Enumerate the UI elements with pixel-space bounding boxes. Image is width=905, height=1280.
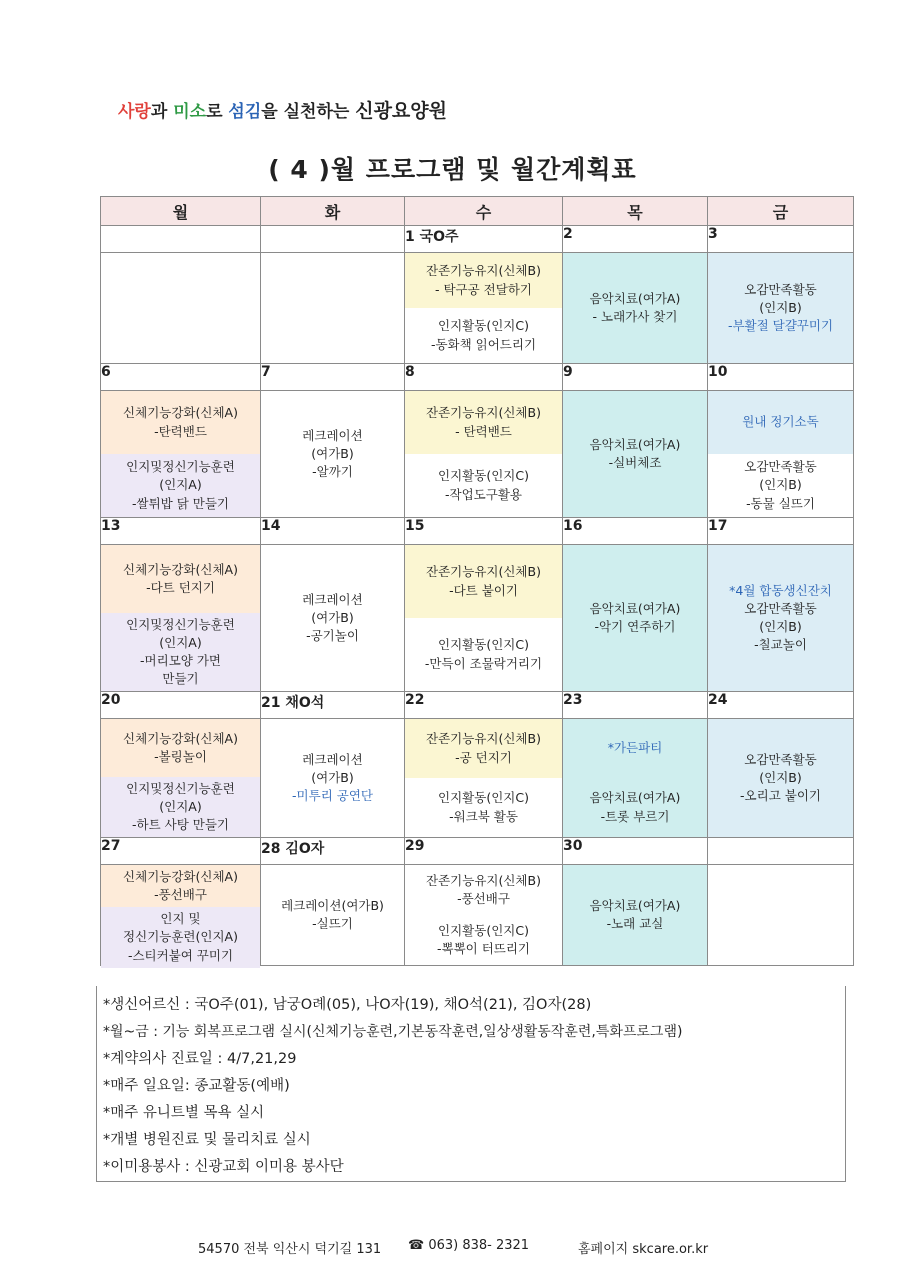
program-line: -칠교놀이 [754, 637, 807, 653]
date-cell [708, 226, 854, 253]
weekday-wed: 수 [405, 197, 563, 226]
date-label: 20 [101, 692, 121, 708]
program-row [101, 545, 854, 692]
page-title: ( 4 )월 프로그램 및 월간계획표 [268, 155, 637, 184]
program-line: 잔존기능유지(신체B) [426, 731, 541, 747]
date-row [101, 518, 854, 545]
program-line: 음악치료(여가A) [589, 290, 681, 306]
program-row [101, 391, 854, 518]
program-block [563, 865, 707, 965]
slogan-love: 사랑 [118, 102, 151, 122]
program-line: 인지및정신기능훈련 [126, 459, 235, 475]
date-cell [405, 226, 563, 253]
program-line: 인지활동(인지C) [438, 637, 529, 653]
date-cell [261, 518, 405, 545]
date-label: 6 [101, 364, 111, 380]
program-highlight: *가든파티 [607, 740, 663, 756]
weekday-header-row [101, 197, 854, 226]
weekday-thu: 목 [563, 197, 708, 226]
program-line: 오감만족활동 [744, 459, 817, 475]
program-cell [563, 545, 708, 692]
program-cell [708, 253, 854, 364]
program-line: 음악치료(여가A) [589, 600, 681, 616]
program-cell [708, 719, 854, 838]
program-line: 레크레이션 [302, 427, 363, 443]
date-label: 17 [708, 518, 728, 534]
program-block [101, 613, 260, 692]
program-block [405, 865, 562, 915]
program-row [101, 253, 854, 364]
program-block [708, 545, 853, 691]
program-block [261, 391, 404, 517]
date-label: 29 [405, 838, 425, 854]
date-cell [261, 364, 405, 391]
date-label: 10 [708, 364, 728, 380]
program-line: (여가B) [311, 609, 354, 625]
note-line: *개별 병원진료 및 물리치료 실시 [103, 1132, 311, 1148]
program-line: 인지활동(인지C) [438, 922, 529, 938]
program-line: 잔존기능유지(신체B) [426, 263, 541, 279]
date-cell [261, 838, 405, 865]
program-block [563, 391, 707, 517]
date-label: 3 [708, 226, 718, 242]
date-cell [563, 518, 708, 545]
program-line: -쌀튀밥 닭 만들기 [132, 495, 229, 511]
program-block [101, 907, 260, 967]
program-line: -악기 연주하기 [594, 619, 676, 634]
program-line: -볼링놀이 [154, 748, 207, 764]
date-cell [708, 838, 854, 865]
program-line: -공 던지기 [455, 749, 512, 765]
date-label: 22 [405, 692, 425, 708]
date-cell [563, 692, 708, 719]
program-line: -실버체조 [608, 455, 662, 470]
date-cell [261, 226, 405, 253]
date-cell [708, 518, 854, 545]
program-row [101, 865, 854, 966]
program-line: (인지B) [759, 619, 802, 634]
date-cell [405, 364, 563, 391]
program-block [101, 454, 260, 517]
program-line: 잔존기능유지(신체B) [426, 564, 541, 580]
program-line: 만들기 [162, 670, 199, 686]
note-line: *생신어르신 : 국O주(01), 남궁O례(05), 나O자(19), 채O석(21), 김O자(28) [103, 997, 592, 1013]
date-label: 16 [563, 518, 583, 534]
program-block [563, 545, 707, 691]
date-cell [101, 364, 261, 391]
program-line: -동화책 읽어드리기 [430, 336, 537, 352]
program-line: (여가B) [311, 445, 354, 461]
program-line: -노래 교실 [606, 916, 664, 931]
program-cell [261, 253, 405, 364]
date-label: 27 [101, 838, 121, 854]
program-line: -워크북 활동 [449, 808, 518, 824]
program-line: -풍선배구 [457, 891, 510, 906]
program-line: -오리고 붙이기 [740, 788, 821, 804]
date-cell [563, 226, 708, 253]
program-cell [101, 719, 261, 838]
note-line: *매주 유니트별 목욕 실시 [103, 1105, 265, 1121]
date-cell [101, 838, 261, 865]
note-line: *매주 일요일: 종교활동(예배) [103, 1078, 290, 1094]
note-line: *계약의사 진료일 : 4/7,21,29 [103, 1051, 297, 1067]
date-label: 21 채O석 [261, 695, 325, 711]
program-block [563, 719, 707, 778]
date-row [101, 226, 854, 253]
date-cell [405, 692, 563, 719]
weekday-tue: 화 [261, 197, 405, 226]
program-line: -작업도구활용 [445, 486, 522, 502]
program-cell [101, 545, 261, 692]
program-block [708, 391, 853, 454]
date-cell [563, 838, 708, 865]
program-block [563, 253, 707, 363]
date-label: 15 [405, 518, 425, 534]
program-cell [708, 391, 854, 518]
organization-name: 신광요양원 [355, 100, 447, 122]
program-line: 레크레이션(여가B) [281, 897, 384, 913]
date-cell [101, 692, 261, 719]
program-line: (여가B) [311, 769, 354, 785]
program-line: 오감만족활동 [744, 281, 817, 297]
program-cell [405, 545, 563, 692]
program-block [405, 253, 562, 308]
program-line: (인지B) [759, 769, 802, 785]
program-block [101, 865, 260, 907]
program-line: 오감만족활동 [744, 600, 817, 616]
date-label: 13 [101, 518, 121, 534]
program-line: 정신기능훈련(인지A) [123, 929, 238, 945]
program-line: -풍선배구 [154, 887, 207, 903]
program-line: 인지및정신기능훈련 [126, 616, 235, 632]
program-cell [261, 719, 405, 838]
program-cell [261, 545, 405, 692]
program-block [405, 618, 562, 691]
program-block [708, 253, 853, 363]
program-block [261, 545, 404, 691]
slogan [118, 96, 447, 123]
program-highlight: -부활절 달걀꾸미기 [727, 318, 834, 334]
date-cell [405, 838, 563, 865]
date-row [101, 364, 854, 391]
date-label: 28 김O자 [261, 841, 325, 857]
program-line: - 노래가사 찾기 [592, 309, 678, 324]
program-block [101, 719, 260, 777]
program-line: 신체기능강화(신체A) [123, 561, 238, 577]
program-line: -하트 사탕 만들기 [132, 816, 229, 832]
note-line: *월~금 : 기능 회복프로그램 실시(신체기능훈련,기본동작훈련,일상생활동작훈련,특화프로그램) [103, 1024, 683, 1040]
program-line: 잔존기능유지(신체B) [426, 872, 541, 888]
monthly-calendar [100, 196, 854, 966]
program-block [405, 308, 562, 363]
slogan-text: 로 [206, 102, 229, 122]
program-cell [563, 253, 708, 364]
program-line: -다트 던지기 [146, 579, 215, 595]
program-block [101, 391, 260, 454]
program-line: -뽁뽁이 터뜨리기 [436, 941, 530, 956]
program-line: 레크레이션 [302, 751, 363, 767]
program-highlight: -미투리 공연단 [292, 788, 373, 804]
program-line: (인지A) [159, 798, 202, 814]
program-block [708, 719, 853, 837]
program-line: -실뜨기 [312, 916, 353, 931]
date-row [101, 692, 854, 719]
program-cell [563, 391, 708, 518]
date-cell [101, 518, 261, 545]
program-line: 신체기능강화(신체A) [123, 869, 238, 884]
program-row [101, 719, 854, 838]
slogan-text: 을 실천하는 [261, 102, 356, 122]
program-cell [261, 865, 405, 966]
program-line: 음악치료(여가A) [589, 790, 681, 806]
date-label: 1 국O주 [405, 229, 459, 245]
program-line: (인지B) [759, 477, 802, 493]
weekday-fri: 금 [708, 197, 854, 226]
date-label: 23 [563, 692, 583, 708]
program-cell [563, 719, 708, 838]
program-block [563, 778, 707, 837]
program-line: -동물 실뜨기 [746, 495, 815, 511]
program-cell [405, 719, 563, 838]
program-line: -탄력밴드 [154, 423, 207, 439]
program-line: - 탄력밴드 [455, 423, 512, 439]
notes-box [96, 986, 846, 1182]
program-line: 신체기능강화(신체A) [123, 405, 238, 421]
program-line: (인지B) [759, 299, 802, 315]
program-line: 신체기능강화(신체A) [123, 730, 238, 746]
footer-homepage: 홈페이지 skcare.or.kr [578, 1242, 709, 1257]
program-line: 오감만족활동 [744, 751, 817, 767]
program-cell [101, 391, 261, 518]
date-label: 24 [708, 692, 728, 708]
program-block [405, 545, 562, 618]
program-highlight: *4월 합동생신잔치 [729, 582, 832, 598]
program-cell [405, 253, 563, 364]
program-line: 레크레이션 [302, 591, 363, 607]
program-block [405, 719, 562, 778]
date-cell [405, 518, 563, 545]
program-line: -다트 붙이기 [449, 582, 518, 598]
date-row [101, 838, 854, 865]
program-cell [708, 545, 854, 692]
program-block [405, 391, 562, 454]
program-line: 인지활동(인지C) [438, 790, 529, 806]
program-line: 잔존기능유지(신체B) [426, 405, 541, 421]
program-block [101, 545, 260, 613]
program-line: 인지활동(인지C) [438, 468, 529, 484]
program-block [405, 778, 562, 837]
footer-phone: ☎ 063) 838- 2321 [408, 1238, 530, 1253]
slogan-serve: 섬김 [228, 102, 262, 122]
date-label: 8 [405, 364, 415, 380]
program-line: (인지A) [159, 477, 202, 493]
footer-address: 54570 전북 익산시 덕기길 131 [198, 1242, 382, 1257]
program-line: -만득이 조물락거리기 [424, 655, 543, 671]
date-label: 2 [563, 226, 573, 242]
program-cell [405, 865, 563, 966]
date-cell [101, 226, 261, 253]
program-line: -트롯 부르기 [600, 808, 670, 824]
program-line: -알까기 [312, 464, 353, 480]
slogan-text: 과 [150, 102, 174, 122]
program-cell [101, 253, 261, 364]
program-line: 인지및정신기능훈련 [126, 780, 235, 796]
program-cell [101, 865, 261, 966]
slogan-smile: 미소 [173, 102, 207, 122]
program-cell [708, 865, 854, 966]
program-line: 인지활동(인지C) [438, 318, 529, 334]
program-line: -머리모양 가면 [140, 652, 221, 668]
program-block [708, 454, 853, 517]
date-cell [708, 692, 854, 719]
program-cell [563, 865, 708, 966]
program-line: - 탁구공 전달하기 [435, 281, 532, 297]
date-cell [708, 364, 854, 391]
weekday-mon: 월 [101, 197, 261, 226]
program-block [101, 777, 260, 837]
date-label: 7 [261, 364, 271, 380]
program-block [405, 915, 562, 965]
program-highlight: 원내 정기소독 [742, 414, 819, 430]
program-block [261, 719, 404, 837]
program-line: -스티커붙여 꾸미기 [127, 947, 234, 963]
note-line: *이미용봉사 : 신광교회 이미용 봉사단 [103, 1159, 344, 1175]
date-cell [261, 692, 405, 719]
date-label: 9 [563, 364, 573, 380]
program-line: 인지 및 [160, 911, 201, 927]
date-label: 30 [563, 838, 583, 854]
program-line: (인지A) [159, 634, 202, 650]
program-cell [405, 391, 563, 518]
program-block [261, 865, 404, 965]
program-line: 음악치료(여가A) [589, 897, 681, 913]
program-line: -공기놀이 [306, 628, 359, 644]
program-line: 음악치료(여가A) [589, 436, 681, 452]
program-block [405, 454, 562, 517]
date-label: 14 [261, 518, 281, 534]
program-cell [261, 391, 405, 518]
date-cell [563, 364, 708, 391]
